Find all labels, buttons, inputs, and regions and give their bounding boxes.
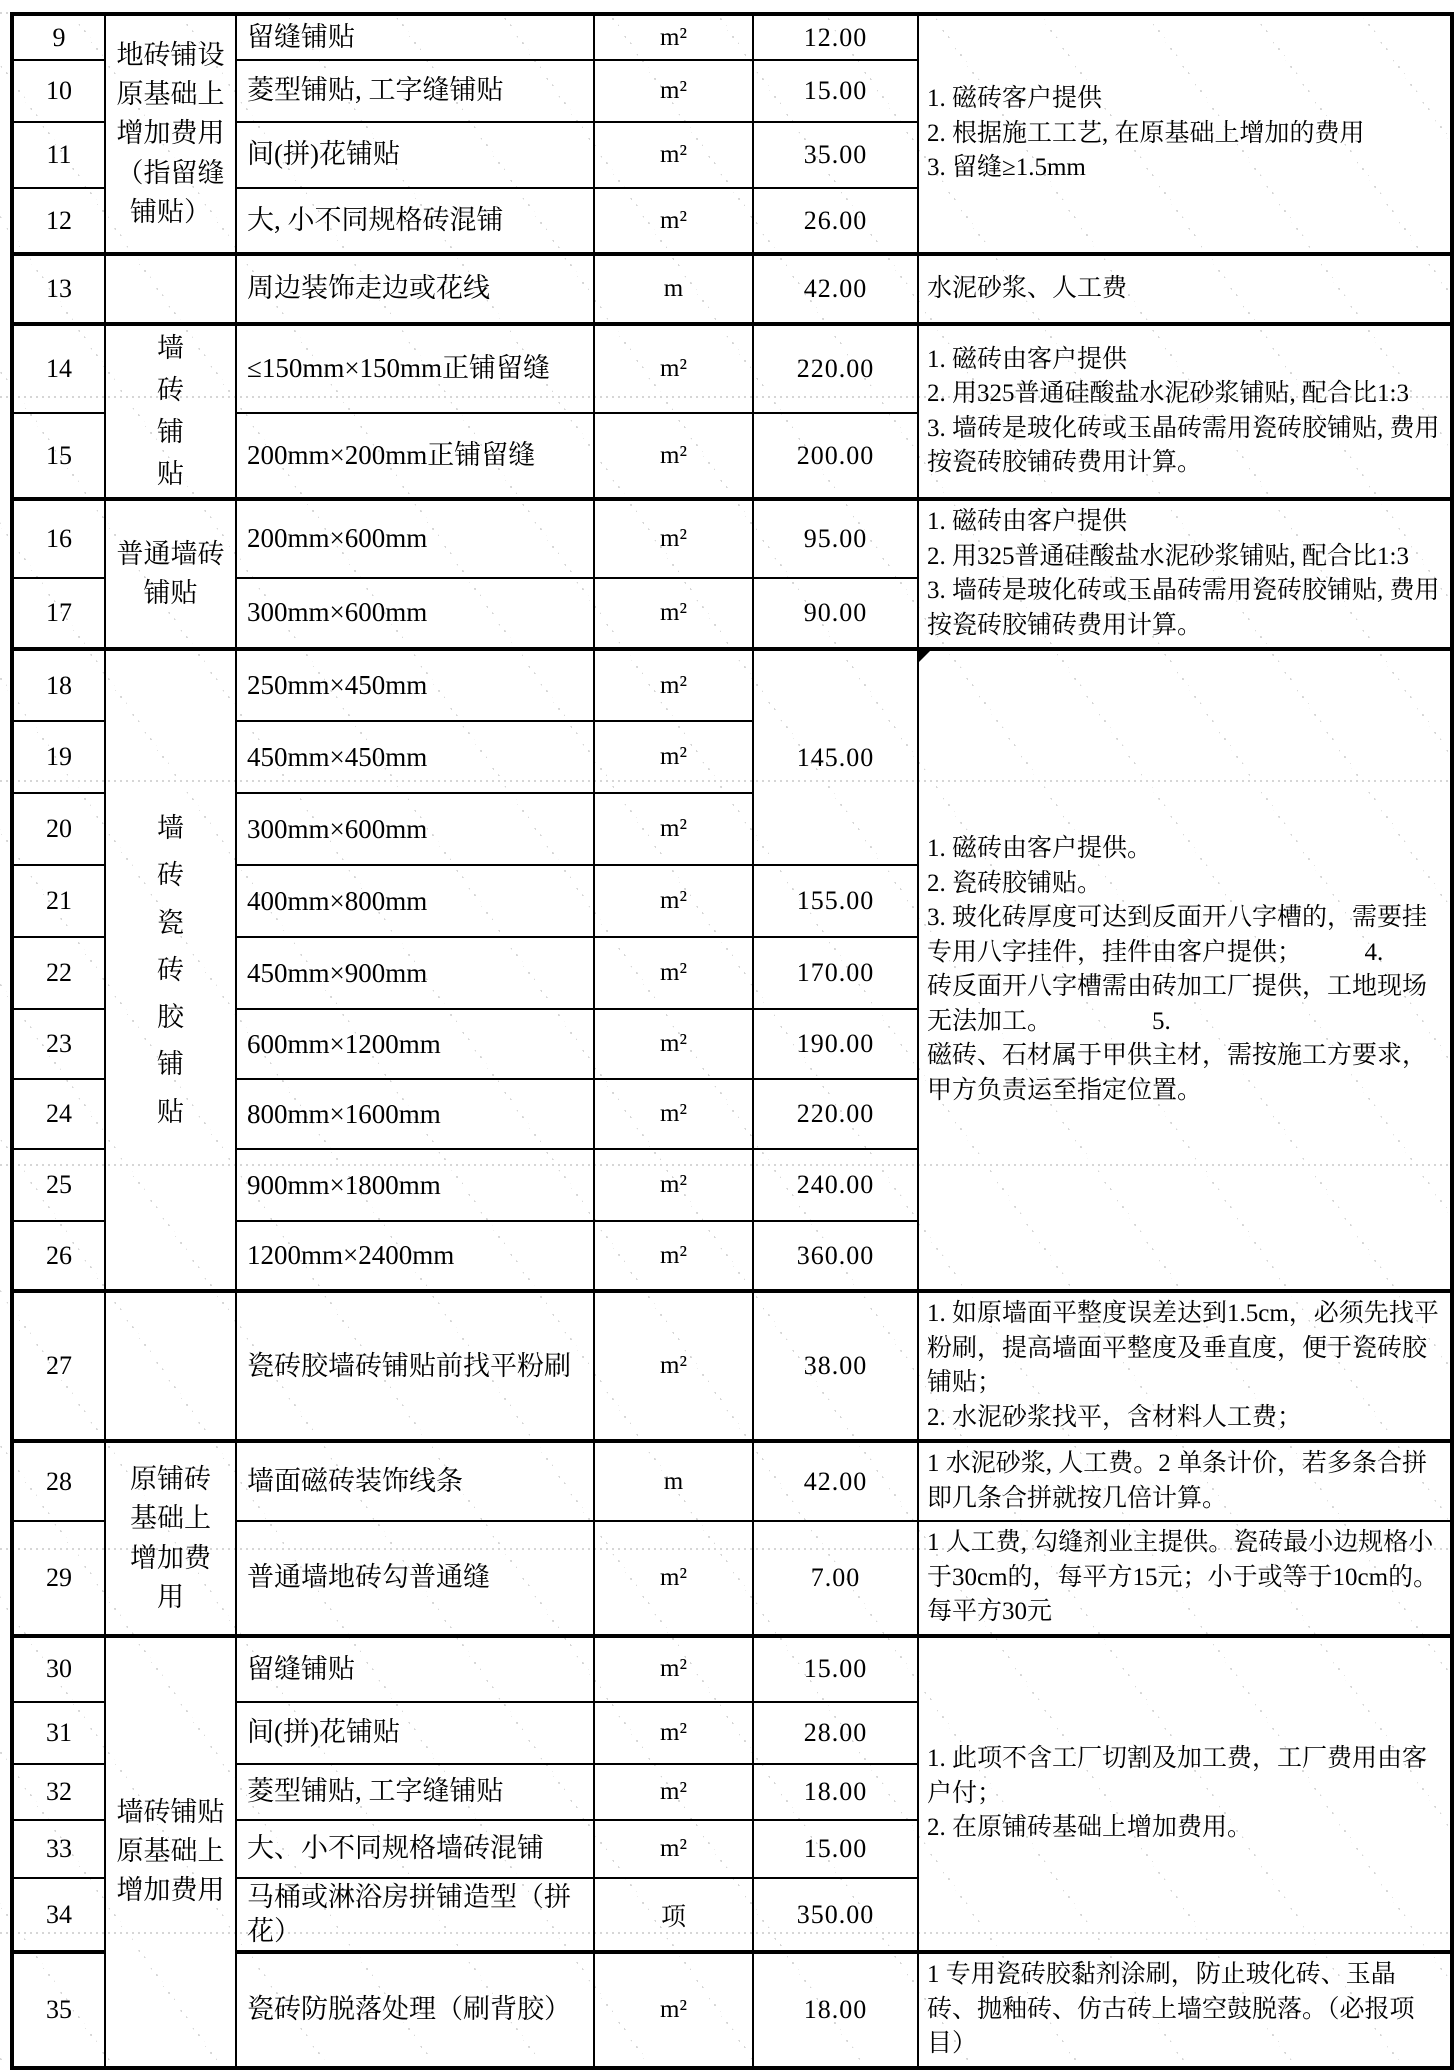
row-number: 20 (12, 793, 105, 865)
row-number: 34 (12, 1878, 105, 1953)
unit-cell: m² (594, 649, 753, 721)
item-cell: 大, 小不同规格砖混铺 (236, 188, 594, 254)
row-number: 19 (12, 721, 105, 793)
price-cell: 240.00 (753, 1149, 918, 1221)
item-cell: 400mm×800mm (236, 865, 594, 937)
note-cell: 1 水泥砂浆, 人工费。2 单条计价，若多条合拼即几条合拼就按几倍计算。 (918, 1441, 1452, 1521)
item-cell: 菱型铺贴, 工字缝铺贴 (236, 60, 594, 122)
price-cell: 38.00 (753, 1291, 918, 1441)
item-cell: 300mm×600mm (236, 578, 594, 649)
table-row (12, 499, 1452, 578)
item-cell: 200mm×200mm正铺留缝 (236, 413, 594, 500)
row-number: 31 (12, 1702, 105, 1764)
row-number: 18 (12, 649, 105, 721)
row-number: 23 (12, 1009, 105, 1079)
price-cell: 26.00 (753, 188, 918, 254)
unit-cell: m² (594, 60, 753, 122)
unit-cell: m² (594, 1009, 753, 1079)
unit-cell: m² (594, 188, 753, 254)
row-number: 35 (12, 1952, 105, 2068)
price-cell: 18.00 (753, 1952, 918, 2068)
note-cell: 1. 磁砖由客户提供 2. 用325普通硅酸盐水泥砂浆铺贴, 配合比1:3 3. 墙砖是玻化砖或玉晶砖需用瓷砖胶铺贴, 费用按瓷砖胶铺砖费用计算。 (918, 324, 1452, 499)
item-cell: 300mm×600mm (236, 793, 594, 865)
price-cell: 15.00 (753, 1820, 918, 1878)
tiling-price-table (10, 12, 1454, 2070)
category-cell: 原铺砖 基础上 增加费 用 (105, 1441, 236, 1636)
item-cell: 900mm×1800mm (236, 1149, 594, 1221)
unit-cell: m² (594, 793, 753, 865)
price-cell: 35.00 (753, 122, 918, 188)
unit-cell: m² (594, 1079, 753, 1149)
item-cell: 450mm×450mm (236, 721, 594, 793)
price-cell: 190.00 (753, 1009, 918, 1079)
price-cell: 42.00 (753, 254, 918, 324)
price-cell: 145.00 (753, 649, 918, 865)
row-number: 9 (12, 14, 105, 60)
unit-cell: m² (594, 721, 753, 793)
unit-cell: m² (594, 1149, 753, 1221)
item-cell: 瓷砖胶墙砖铺贴前找平粉刷 (236, 1291, 594, 1441)
row-number: 27 (12, 1291, 105, 1441)
unit-cell: m² (594, 1291, 753, 1441)
note-cell: 1. 此项不含工厂切割及加工费，工厂费用由客户付； 2. 在原铺砖基础上增加费用。 (918, 1636, 1452, 1953)
item-cell: 800mm×1600mm (236, 1079, 594, 1149)
row-number: 13 (12, 254, 105, 324)
category-cell (105, 1291, 236, 1441)
row-number: 15 (12, 413, 105, 500)
note-cell: 1. 如原墙面平整度误差达到1.5cm，必须先找平粉刷，提高墙面平整度及垂直度，便于瓷砖胶铺贴； 2. 水泥砂浆找平，含材料人工费； (918, 1291, 1452, 1441)
row-number: 16 (12, 499, 105, 578)
item-cell: 留缝铺贴 (236, 1636, 594, 1702)
row-number: 10 (12, 60, 105, 122)
category-cell: 墙砖铺贴 (105, 324, 236, 499)
price-cell: 155.00 (753, 865, 918, 937)
price-cell: 15.00 (753, 1636, 918, 1702)
item-cell: 瓷砖防脱落处理（刷背胶） (236, 1952, 594, 2068)
item-cell: 200mm×600mm (236, 499, 594, 578)
note-cell: 1 专用瓷砖胶黏剂涂刷，防止玻化砖、玉晶砖、抛釉砖、仿古砖上墙空鼓脱落。（必报项目） (918, 1952, 1452, 2068)
table-row (12, 1441, 1452, 1521)
price-cell: 170.00 (753, 937, 918, 1009)
price-cell: 90.00 (753, 578, 918, 649)
row-number: 12 (12, 188, 105, 254)
price-cell: 350.00 (753, 1878, 918, 1953)
price-cell: 42.00 (753, 1441, 918, 1521)
table-row (12, 254, 1452, 324)
unit-cell: m² (594, 937, 753, 1009)
item-cell: 菱型铺贴, 工字缝铺贴 (236, 1764, 594, 1820)
item-cell: ≤150mm×150mm正铺留缝 (236, 324, 594, 413)
row-number: 22 (12, 937, 105, 1009)
category-cell: 墙砖瓷砖胶铺贴 (105, 649, 236, 1291)
row-number: 28 (12, 1441, 105, 1521)
table-row (12, 14, 1452, 60)
unit-cell: m (594, 1441, 753, 1521)
note-cell: 1. 磁砖由客户提供 2. 用325普通硅酸盐水泥砂浆铺贴, 配合比1:3 3. 墙砖是玻化砖或玉晶砖需用瓷砖胶铺贴, 费用按瓷砖胶铺砖费用计算。 (918, 499, 1452, 649)
unit-cell: m² (594, 413, 753, 500)
unit-cell: m² (594, 1702, 753, 1764)
unit-cell: m² (594, 1221, 753, 1291)
item-cell: 留缝铺贴 (236, 14, 594, 60)
price-cell: 18.00 (753, 1764, 918, 1820)
price-cell: 7.00 (753, 1521, 918, 1636)
row-number: 24 (12, 1079, 105, 1149)
price-cell: 220.00 (753, 1079, 918, 1149)
unit-cell: m² (594, 324, 753, 413)
price-cell: 28.00 (753, 1702, 918, 1764)
price-cell: 95.00 (753, 499, 918, 578)
note-cell: 1. 磁砖客户提供 2. 根据施工工艺, 在原基础上增加的费用 3. 留缝≥1.5mm (918, 14, 1452, 254)
table-row (12, 1291, 1452, 1441)
price-cell: 220.00 (753, 324, 918, 413)
unit-cell: m² (594, 122, 753, 188)
item-cell: 大、小不同规格墙砖混铺 (236, 1820, 594, 1878)
item-cell: 墙面磁砖装饰线条 (236, 1441, 594, 1521)
row-number: 14 (12, 324, 105, 413)
row-number: 17 (12, 578, 105, 649)
category-cell (105, 254, 236, 324)
item-cell: 250mm×450mm (236, 649, 594, 721)
category-cell: 墙砖铺贴 原基础上 增加费用 (105, 1636, 236, 2068)
row-number: 30 (12, 1636, 105, 1702)
unit-cell: m² (594, 1764, 753, 1820)
unit-cell: m² (594, 1521, 753, 1636)
price-cell: 15.00 (753, 60, 918, 122)
item-cell: 马桶或淋浴房拼铺造型（拼花） (236, 1878, 594, 1953)
category-cell: 普通墙砖 铺贴 (105, 499, 236, 649)
price-cell: 360.00 (753, 1221, 918, 1291)
unit-cell: m² (594, 14, 753, 60)
price-cell: 200.00 (753, 413, 918, 500)
row-number: 26 (12, 1221, 105, 1291)
row-number: 11 (12, 122, 105, 188)
price-cell: 12.00 (753, 14, 918, 60)
note-cell: 1 人工费, 勾缝剂业主提供。瓷砖最小边规格小于30cm的，每平方15元；小于或等于10cm的。每平方30元 (918, 1521, 1452, 1636)
row-number: 25 (12, 1149, 105, 1221)
row-number: 33 (12, 1820, 105, 1878)
row-number: 29 (12, 1521, 105, 1636)
item-cell: 周边装饰走边或花线 (236, 254, 594, 324)
category-cell: 地砖铺设 原基础上 增加费用 （指留缝 铺贴） (105, 14, 236, 254)
item-cell: 普通墙地砖勾普通缝 (236, 1521, 594, 1636)
unit-cell: m² (594, 499, 753, 578)
table-row (12, 1636, 1452, 1702)
unit-cell: m² (594, 1636, 753, 1702)
item-cell: 间(拼)花铺贴 (236, 122, 594, 188)
item-cell: 450mm×900mm (236, 937, 594, 1009)
unit-cell: 项 (594, 1878, 753, 1953)
note-cell: 1. 磁砖由客户提供。 2. 瓷砖胶铺贴。 3. 玻化砖厚度可达到反面开八字槽的，需要挂专用八字挂件，挂件由客户提供； 4. 砖反面开八字槽需由砖加工厂提供，工地现场无法加工。 5. 磁砖、石材属于甲供主材，需按施工方要求，甲方负责运至指定位置。 (918, 649, 1452, 1291)
row-number: 32 (12, 1764, 105, 1820)
table-row (12, 324, 1452, 413)
note-cell: 水泥砂浆、人工费 (918, 254, 1452, 324)
unit-cell: m² (594, 578, 753, 649)
item-cell: 600mm×1200mm (236, 1009, 594, 1079)
unit-cell: m (594, 254, 753, 324)
spreadsheet-page (0, 12, 1456, 2060)
unit-cell: m² (594, 1952, 753, 2068)
item-cell: 间(拼)花铺贴 (236, 1702, 594, 1764)
unit-cell: m² (594, 1820, 753, 1878)
table-row (12, 649, 1452, 721)
row-number: 21 (12, 865, 105, 937)
item-cell: 1200mm×2400mm (236, 1221, 594, 1291)
unit-cell: m² (594, 865, 753, 937)
